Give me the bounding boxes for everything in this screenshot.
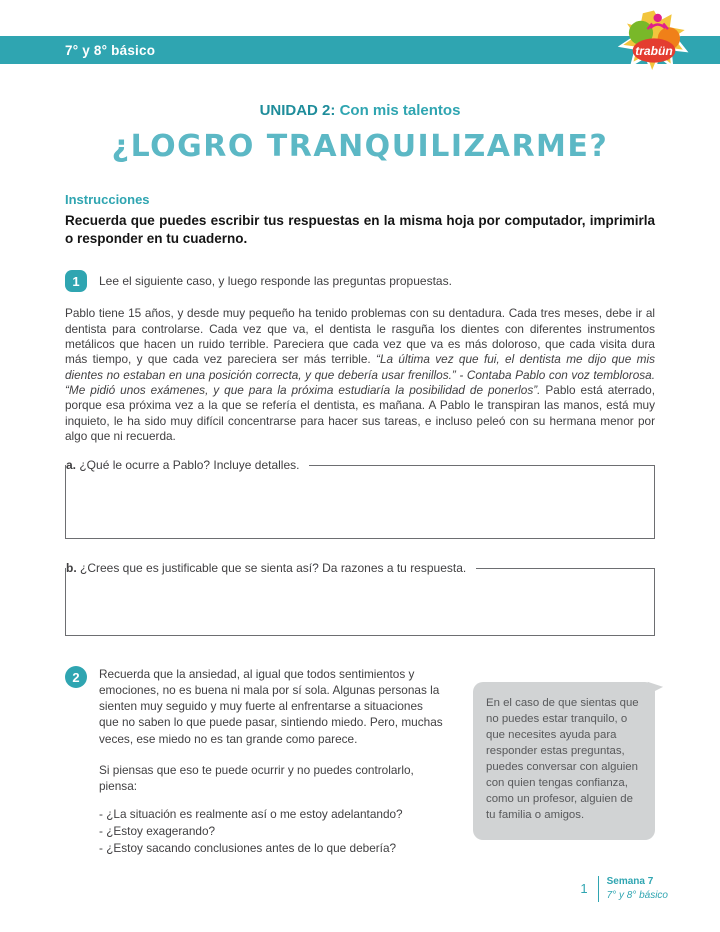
footer-week-label: Semana 7: [606, 876, 654, 887]
paint-splash-icon: [612, 4, 696, 84]
reflection-question-1: - ¿La situación es realmente así o me estoy adelantando?: [99, 806, 403, 821]
question-a: [65, 458, 655, 539]
instructions-body: Recuerda que puedes escribir tus respuestas en la misma hoja por computador, imprimirla o responder en tu cuaderno.: [65, 213, 655, 247]
footer-grade-label: 7° y 8° básico: [606, 889, 668, 901]
question-b: [65, 561, 655, 636]
worksheet-content: [65, 64, 655, 856]
header-grade-label: 7° y 8° básico: [65, 42, 156, 58]
activity-2-paragraph-1: Recuerda que la ansiedad, al igual que todos sentimientos y emociones, no es buena ni mala por sí sola. Algunas personas la sienten muy seguido y muy fuerte al enfrentarse a situaciones que no saben lo que puede pasar, sintiendo miedo. Pero, muchas veces, ese miedo no es tan grande como parece.: [99, 667, 443, 746]
bubble-tail-icon: [643, 682, 663, 702]
activity-1-number-badge: 1: [65, 270, 87, 292]
case-segment-2-quote: “La última vez que fui, el dentista me dijo que mis dientes no estaban en una posición correcta, y que debería usar frenillos.” - Contaba Pablo con voz temblorosa. “Me pidió unos exámenes, y que para la próxima estudiaría la posibilidad de ponerlos”.: [65, 352, 655, 398]
activity-2: [65, 666, 655, 855]
case-paragraph: [65, 306, 655, 444]
footer-meta: [607, 875, 668, 902]
page-title: ¿LOGRO TRANQUILIZARME?: [111, 129, 609, 164]
logo-text: trabün: [635, 44, 673, 59]
activity-1-header: [65, 270, 655, 292]
reflection-question-2: - ¿Estoy exagerando?: [99, 823, 216, 838]
question-a-text: ¿Qué le ocurre a Pablo? Incluye detalles.: [76, 458, 300, 473]
activity-2-number-badge: 2: [65, 666, 87, 688]
unit-subtitle: Con mis talentos: [335, 102, 461, 119]
footer-divider: [598, 876, 599, 902]
reflection-question-3: - ¿Estoy sacando conclusiones antes de lo que debería?: [99, 840, 397, 855]
activity-1-prompt: Lee el siguiente caso, y luego responde las preguntas propuestas.: [99, 274, 452, 289]
question-b-label: [66, 561, 476, 575]
question-b-text: ¿Crees que es justificable que se sienta así? Da razones a tu respuesta.: [76, 561, 467, 576]
page-footer: [580, 875, 668, 902]
question-a-letter: a.: [66, 458, 77, 473]
tip-bubble-text: En el caso de que sientas que no puedes estar tranquilo, o que necesites ayuda para responder estas preguntas, puedes conversar con alguien con quien tengas confianza, como un profesor, alguien de tu familia o amigos.: [486, 697, 639, 822]
case-segment-1: Pablo tiene 15 años, y desde muy pequeño ha tenido problemas con su dentadura. Cada tres meses, debe ir al dentista para controlarse. Cada vez que va, el dentista le rasguña los dientes con diferentes instrumentos metálicos que hacen un ruido terrible. Pareciera que cada vez que va es más doloroso, que cada visita dura más tiempo, y que cada vez pareciera ser más terrible.: [65, 306, 655, 367]
activity-2-text: [99, 666, 443, 855]
question-b-letter: b.: [66, 561, 77, 576]
page-number: 1: [580, 881, 588, 896]
trabun-logo: [612, 4, 696, 84]
activity-2-paragraph-2: Si piensas que eso te puede ocurrir y no puedes controlarlo, piensa:: [99, 762, 414, 793]
answer-box-b[interactable]: [65, 561, 655, 636]
tip-bubble-wrap: [473, 666, 655, 840]
instructions-heading: Instrucciones: [65, 192, 150, 207]
answer-box-a[interactable]: [65, 458, 655, 539]
tip-bubble: [473, 682, 655, 840]
question-a-label: [66, 458, 309, 472]
reflection-questions: [99, 806, 443, 856]
case-segment-3: Pablo está aterrado, porque esa próxima vez a la que se refería el dentista, es mañana. A Pablo le transpiran las manos, está muy inquieto, le ha sido muy difícil concentrarse para hacer sus tareas, e incluso peleó con su hermana menor por algo que ni recuerda.: [65, 383, 655, 444]
unit-label: UNIDAD 2:: [259, 102, 336, 119]
unit-title: [65, 102, 655, 119]
